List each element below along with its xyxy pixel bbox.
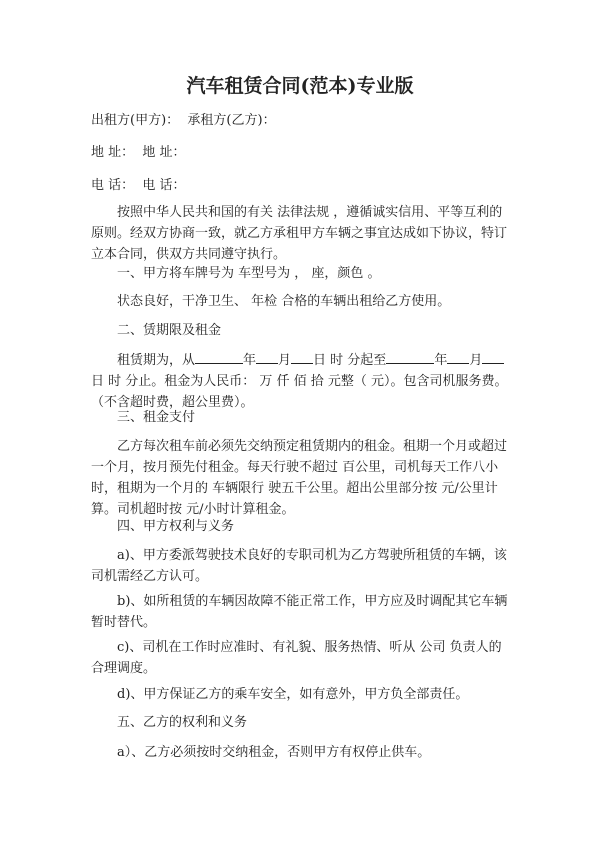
phone-line bbox=[91, 175, 511, 196]
clause4-heading: 四、甲方权利与义务 bbox=[117, 519, 235, 534]
blank-end-day bbox=[482, 349, 504, 364]
clause3-heading: 三、租金支付 bbox=[117, 410, 196, 425]
clause5-item-a: a）、乙方必须按时交纳租金，否则甲方有权停止供车。 bbox=[117, 745, 431, 760]
blank-start-month bbox=[256, 349, 278, 364]
month-label-end: 月 bbox=[469, 353, 483, 368]
month-label: 月 bbox=[278, 353, 292, 368]
blank-end-year bbox=[386, 349, 434, 364]
clause1-vehicle: 一、甲方将车牌号为 车型号为 ， 座，颜色 。 bbox=[117, 266, 381, 281]
clause4-item-d: d)、甲方保证乙方的乘车安全，如有意外，甲方负全部责任。 bbox=[117, 687, 469, 702]
parties-line bbox=[91, 110, 511, 131]
rent-prefix: 租赁期为，从 bbox=[117, 353, 196, 368]
lessor-label: 出租方(甲方)： bbox=[91, 113, 180, 128]
blank-start-day bbox=[291, 349, 313, 364]
clause4-item-c: c)、司机在工作时应准时、有礼貌、服务热情、听从 公司 负责人的合理调度。 bbox=[91, 640, 502, 676]
clause2-rent-period bbox=[91, 349, 511, 413]
clause4-item-b: b)、如所租赁的车辆因故障不能正常工作，甲方应及时调配其它车辆暂时替代。 bbox=[91, 594, 508, 630]
address-line bbox=[91, 142, 511, 163]
clause4-item-a: a)、甲方委派驾驶技术良好的专职司机为乙方驾驶所租赁的车辆，该司机需经乙方认可。 bbox=[91, 548, 507, 584]
day-time-from: 日 时 分起至 bbox=[313, 353, 387, 368]
lessee-label: 承租方(乙方)： bbox=[187, 113, 276, 128]
rent-end: 日 时 分止。租金为人民币： 万 仟 佰 拾 元整（ 元）。包含司机服务费。（不含超时费，超公里费）。 bbox=[91, 374, 508, 410]
clause2-heading: 二、赁期限及租金 bbox=[117, 323, 222, 338]
year-label: 年 bbox=[243, 353, 257, 368]
intro-paragraph: 按照中华人民共和国的有关 法律法规 ，遵循诚实信用、平等互利的原则。经双方协商一致，就乙方承租甲方车辆之事宜达成如下协议，特订立本合同，供双方共同遵守执行。 bbox=[91, 205, 508, 262]
year-label-end: 年 bbox=[434, 353, 448, 368]
clause3-body: 乙方每次租车前必须先交纳预定租赁期内的租金。租期一个月或超过一个月，按月预先付租金。每天行驶不超过 百公里，司机每天工作八小时，租期为一个月的 车辆限行 驶五千公里。超出公里部分按 元/公里计算。司机超时按 元/小时计算租金。 bbox=[91, 439, 508, 517]
document-title: 汽车租赁合同(范本)专业版 bbox=[186, 75, 414, 97]
phone-label-lessee: 电 话： bbox=[142, 178, 186, 193]
clause5-heading: 五、乙方的权利和义务 bbox=[117, 715, 248, 730]
blank-end-month bbox=[447, 349, 469, 364]
clause1-condition: 状态良好，干净卫生、 年检 合格的车辆出租给乙方使用。 bbox=[117, 294, 451, 309]
address-label-lessee: 地 址： bbox=[142, 145, 186, 160]
phone-label-lessor: 电 话： bbox=[91, 178, 135, 193]
blank-start-year bbox=[195, 349, 243, 364]
address-label-lessor: 地 址： bbox=[91, 145, 135, 160]
